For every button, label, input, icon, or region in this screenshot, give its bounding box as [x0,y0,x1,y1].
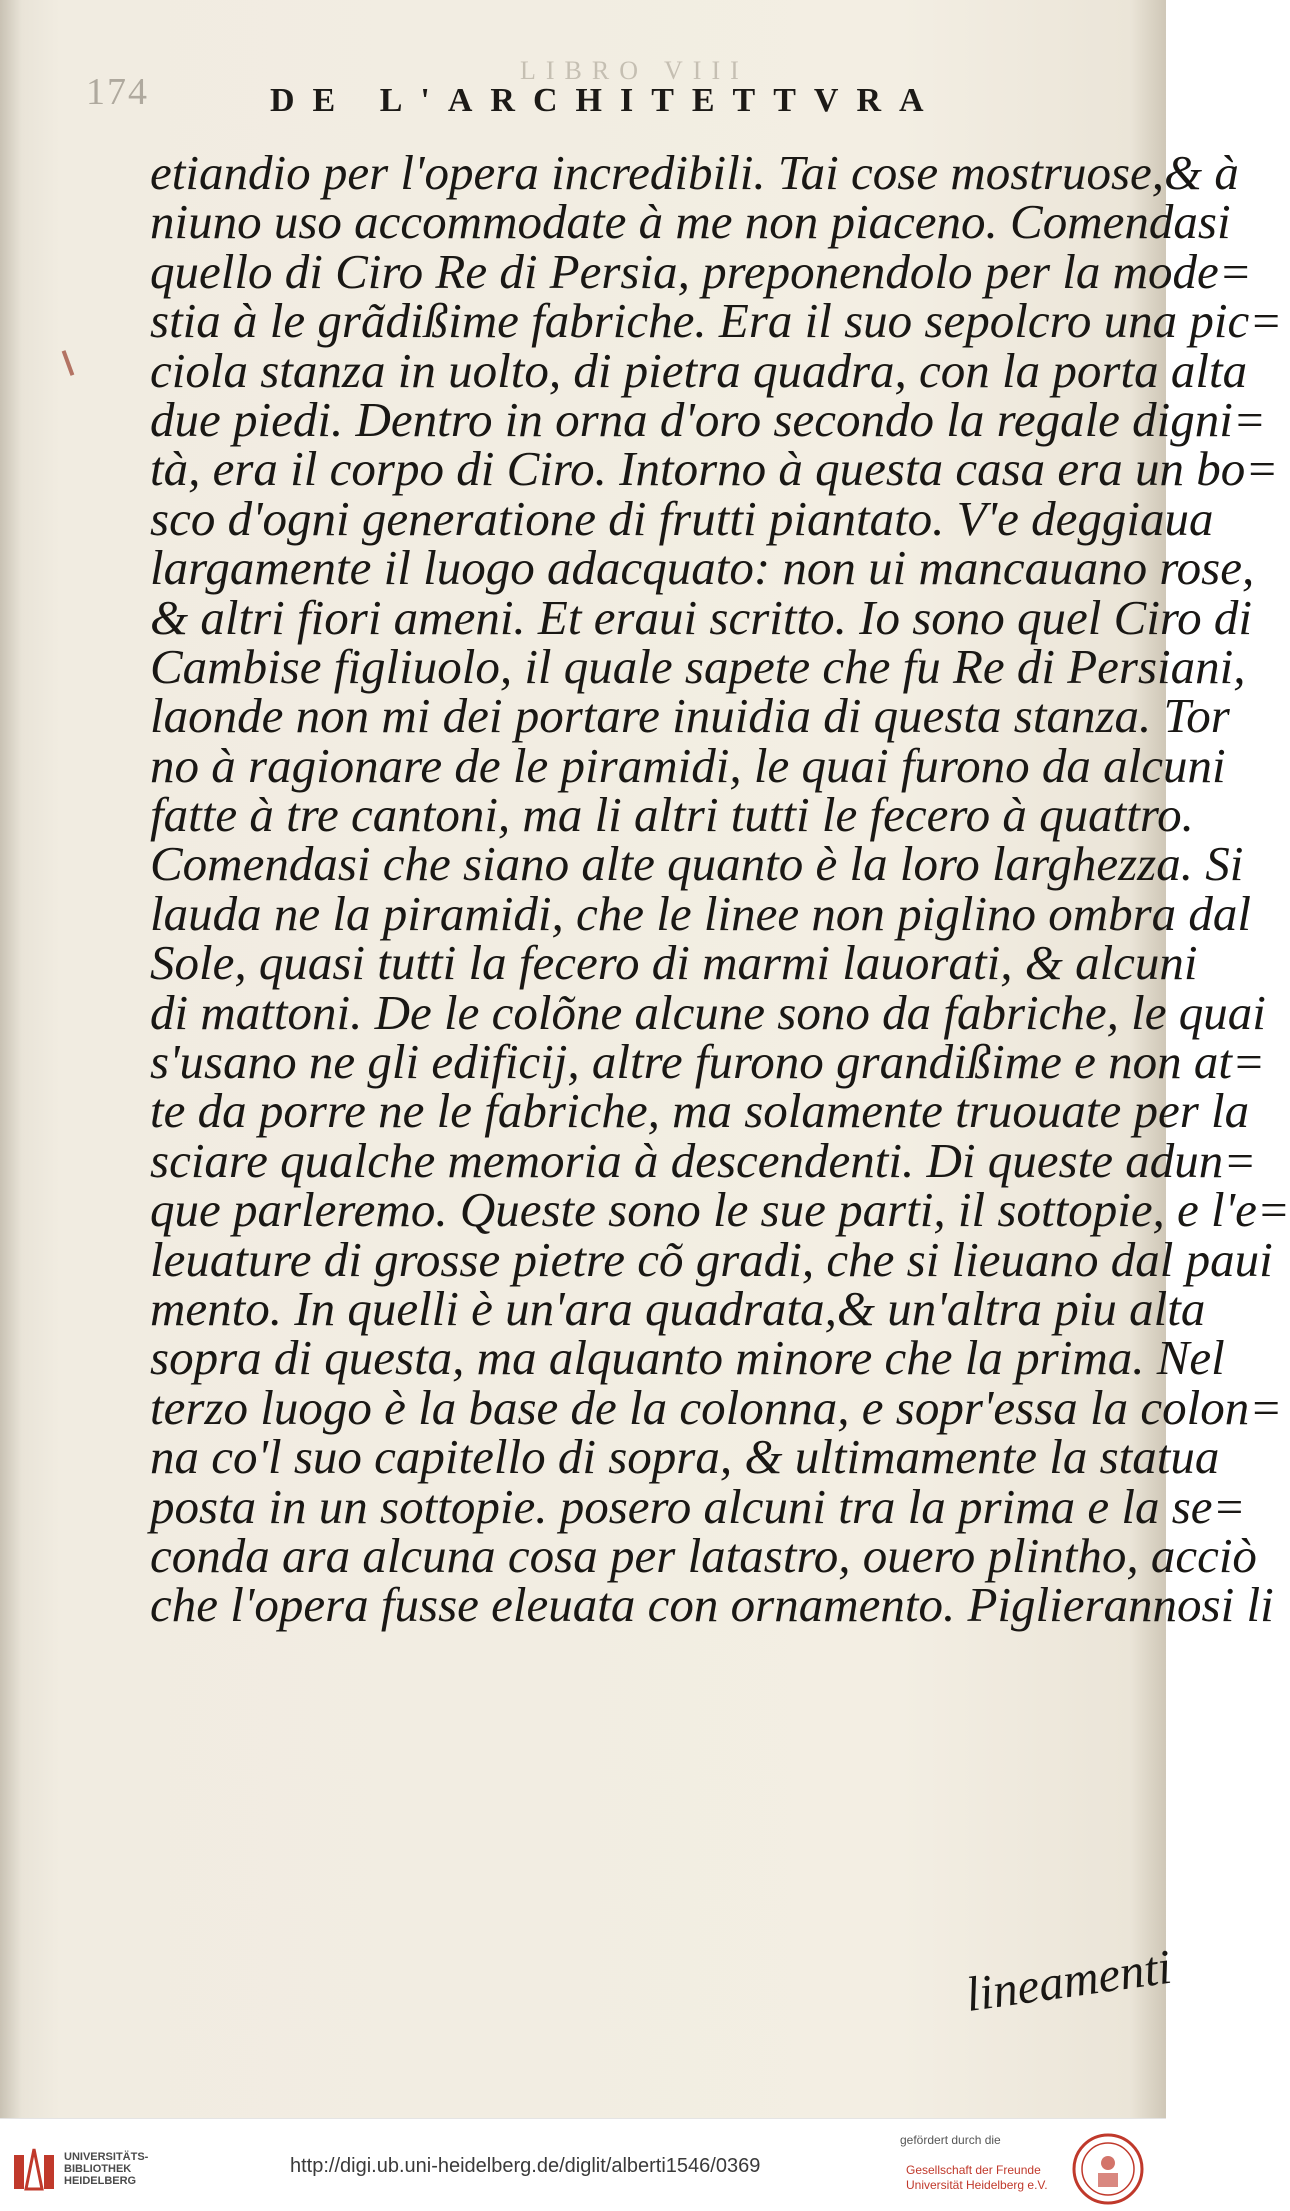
margin-mark [62,350,75,376]
library-name [64,2151,148,2187]
text-line: lauda ne la piramidi, che le linee non piglino ombra dal [150,885,1252,941]
society-name-line: Gesellschaft der Freunde [906,2163,1041,2177]
text-line: tà, era il corpo di Ciro. Intorno à questa casa era un bo= [150,441,1279,497]
text-line: que parleremo. Queste sono le sue parti, il sottopie, e l'e= [150,1182,1290,1238]
text-line: ciola stanza in uolto, di pietra quadra, con la porta alta [150,342,1248,398]
source-url-link[interactable]: http://digi.ub.uni-heidelberg.de/diglit/alberti1546/0369 [290,2155,761,2177]
text-line: fatte à tre cantoni, ma li altri tutti le fecero à quattro. [150,787,1194,843]
text-line: s'usano ne gli edificij, altre furono grandißime e non at= [150,1034,1266,1090]
funded-by-text: gefördert durch die [900,2133,1001,2147]
text-line: terzo luogo è la base de la colonna, e sopr'essa la colon= [150,1379,1283,1435]
text-line: due piedi. Dentro in orna d'oro secondo la regale digni= [150,391,1266,447]
text-line: leuature di grosse pietre cõ gradi, che si lieuano dal paui [150,1231,1273,1287]
text-line: posta in un sottopie. posero alcuni tra la prima e la se= [150,1478,1246,1534]
page-number: 174 [86,71,149,113]
running-head: DE L'ARCHITETTVRA [270,82,942,119]
text-line: mento. In quelli è un'ara quadrata,& un'altra piu alta [150,1280,1206,1336]
library-name-line: BIBLIOTHEK [64,2163,132,2175]
university-seal-icon [1072,2133,1144,2205]
text-line: laonde non mi dei portare inuidia di questa stanza. Tor [150,688,1230,744]
text-line: te da porre ne le fabriche, ma solamente truouate per la [150,1083,1250,1139]
bleed-through-text: LIBRO VIII [520,56,749,85]
society-name-line: Universität Heidelberg e.V. [906,2178,1048,2192]
text-line: conda ara alcuna cosa per latastro, ouero plintho, acciò [150,1527,1257,1583]
catchword: lineamenti [962,1938,1175,2023]
text-line: & altri fiori ameni. Et eraui scritto. Io sono quel Ciro di [150,589,1253,645]
text-line: che l'opera fusse eleuata con ornamento. Piglierannosi li [150,1577,1274,1633]
text-line: etiandio per l'opera incredibili. Tai cose mostruose,& à [150,145,1239,200]
text-line: Cambise figliuolo, il quale sapete che fu Re di Persiani, [150,638,1246,694]
text-line: largamente il luogo adacquato: non ui mancauano rose, [150,540,1255,596]
ub-heidelberg-logo-icon [12,2135,56,2195]
footer-band [0,2118,1166,2211]
society-name [906,2163,1048,2193]
text-line: di mattoni. De le colõne alcune sono da fabriche, le quai [150,984,1266,1040]
text-line: sopra di questa, ma alquanto minore che la prima. Nel [150,1330,1225,1386]
library-name-line: HEIDELBERG [64,2175,137,2187]
text-line: na co'l suo capitello di sopra, & ultimamente la statua [150,1429,1220,1485]
text-line: quello di Ciro Re di Persia, preponendolo per la mode= [150,243,1252,299]
text-line: stia à le grãdißime fabriche. Era il suo sepolcro una pic= [150,293,1283,349]
body-text [150,145,1290,1633]
library-name-line: UNIVERSITÄTS- [64,2151,149,2163]
text-line: niuno uso accommodate à me non piaceno. Comendasi [150,194,1231,250]
text-line: sciare qualche memoria à descendenti. Di queste adun= [150,1132,1257,1188]
text-line: Sole, quasi tutti la fecero di marmi lauorati, & alcuni [150,935,1198,991]
text-line: no à ragionare de le piramidi, le quai furono da alcuni [150,737,1226,793]
text-line: Comendasi che siano alte quanto è la loro larghezza. Si [150,836,1244,892]
text-line: sco d'ogni generatione di frutti piantato. V'e deggiaua [150,490,1214,546]
